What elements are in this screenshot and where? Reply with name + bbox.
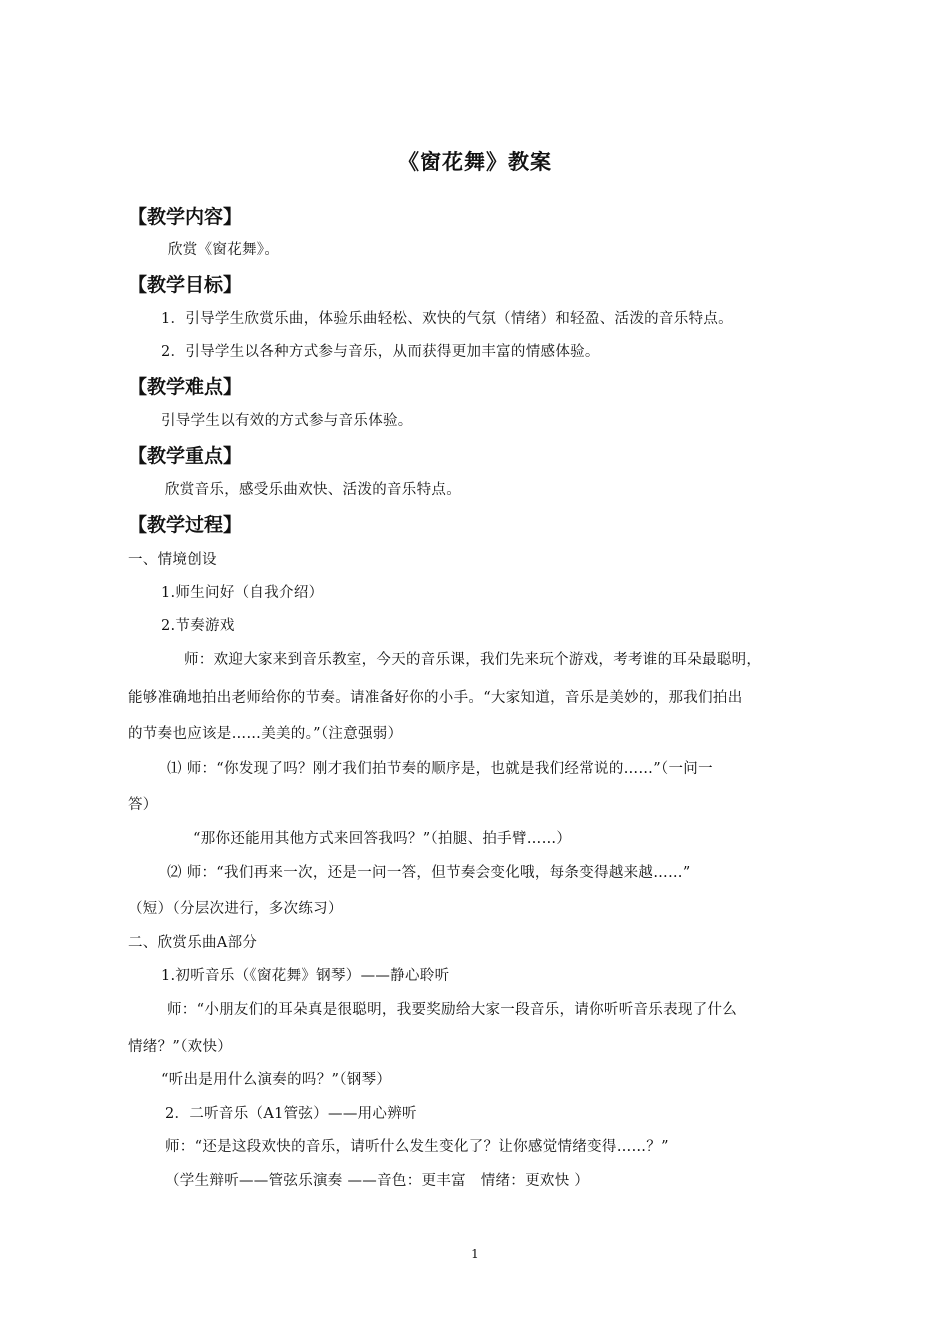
process-line: 的节奏也应该是……美美的。”（注意强弱）: [128, 726, 403, 742]
process-line: 一、情境创设: [128, 552, 217, 568]
process-line: （短）（分层次进行，多次练习）: [128, 901, 343, 917]
process-line: 2.节奏游戏: [161, 618, 235, 634]
page-title: 《窗花舞》教案: [398, 150, 552, 174]
process-line: ⑵ 师：“我们再来一次，还是一问一答，但节奏会变化哦，每条变得越来越……”: [167, 865, 691, 881]
difficulty-text: 引导学生以有效的方式参与音乐体验。: [161, 413, 413, 429]
process-line: 答）: [128, 797, 158, 813]
process-line: 情绪？”（欢快）: [128, 1039, 233, 1055]
process-line: 师：“小朋友们的耳朵真是很聪明，我要奖励给大家一段音乐，请你听听音乐表现了什么: [167, 1002, 738, 1018]
process-line: “听出是用什么演奏的吗？”（钢琴）: [161, 1072, 392, 1088]
heading-key: 【教学重点】: [128, 445, 243, 467]
process-line: ⑴ 师：“你发现了吗？刚才我们拍节奏的顺序是，也就是我们经常说的……”（一问一: [167, 761, 713, 777]
goal-item: 1．引导学生欣赏乐曲，体验乐曲轻松、欢快的气氛（情绪）和轻盈、活泼的音乐特点。: [161, 311, 733, 327]
process-line: 能够准确地拍出老师给你的节奏。请准备好你的小手。“大家知道，音乐是美妙的，那我们拍出: [128, 690, 743, 706]
page-number: 1: [471, 1247, 479, 1261]
heading-difficulty: 【教学难点】: [128, 376, 243, 398]
process-line: 师：“还是这段欢快的音乐，请听什么发生变化了？让你感觉情绪变得……？”: [165, 1139, 669, 1155]
process-line: 1.师生问好（自我介绍）: [161, 585, 324, 601]
heading-content: 【教学内容】: [128, 206, 243, 228]
process-line: 2．二听音乐（A1管弦）——用心辨听: [165, 1106, 417, 1122]
content-text: 欣赏《窗花舞》。: [168, 242, 280, 258]
key-text: 欣赏音乐，感受乐曲欢快、活泼的音乐特点。: [165, 482, 461, 498]
process-line: （学生辩听——管弦乐演奏 ——音色：更丰富 情绪：更欢快 ）: [165, 1173, 590, 1189]
goal-item: 2．引导学生以各种方式参与音乐，从而获得更加丰富的情感体验。: [161, 344, 600, 360]
process-line: 师：欢迎大家来到音乐教室，今天的音乐课，我们先来玩个游戏，考考谁的耳朵最聪明，: [184, 652, 762, 668]
heading-process: 【教学过程】: [128, 514, 243, 536]
heading-goals: 【教学目标】: [128, 274, 243, 296]
process-line: 二、欣赏乐曲A部分: [128, 935, 258, 951]
process-line: 1.初听音乐（《窗花舞》钢琴）——静心聆听: [161, 968, 450, 984]
process-line: “那你还能用其他方式来回答我吗？”（拍腿、拍手臂……）: [193, 831, 572, 847]
